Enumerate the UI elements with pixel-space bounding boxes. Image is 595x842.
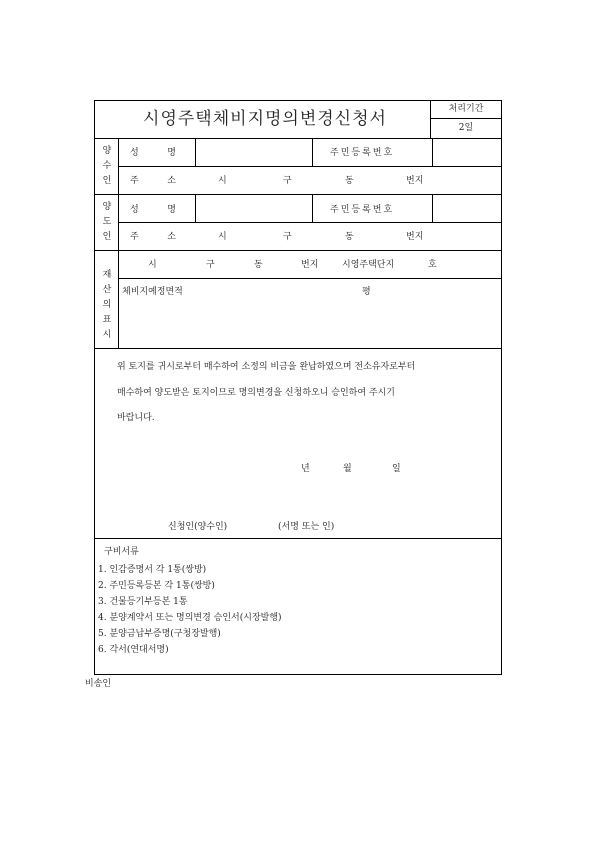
buyer-side-label: 양 수 인	[102, 146, 112, 186]
document-item: 1. 인감증명서 각 1통(쌍방)	[98, 565, 207, 575]
buyer-address-gu: 구	[283, 176, 292, 186]
divider	[312, 138, 313, 166]
date-month-label: 월	[343, 464, 352, 474]
statement-line-1: 위 토지를 귀시로부터 매수하여 소정의 비금을 완납하였으며 전소유자로부터	[117, 362, 416, 372]
document-item: 3. 건물등기부등본 1통	[98, 597, 188, 607]
divider	[430, 118, 502, 119]
document-item: 5. 분양금납부증명(구청장발행)	[98, 629, 221, 639]
divider	[94, 348, 502, 349]
divider	[312, 194, 313, 222]
document-item: 2. 주민등록등본 각 1통(쌍방)	[98, 581, 215, 591]
seller-address-si: 시	[218, 232, 227, 242]
buyer-address-beonji: 번지	[406, 176, 424, 186]
buyer-name-label: 성 명	[130, 148, 176, 158]
buyer-address-si: 시	[218, 176, 227, 186]
seller-rrn-label: 주민등록번호	[330, 205, 395, 215]
property-area-field[interactable]	[119, 279, 501, 347]
processing-period-value: 2일	[458, 123, 474, 133]
property-side-label: 재 산 의 표 시	[102, 270, 112, 340]
seller-address-field[interactable]	[196, 223, 501, 249]
property-area-label: 체비지예정면적	[122, 287, 183, 297]
document-item: 4. 분양계약서 또는 명의변경 승인서(시장발행)	[98, 613, 282, 623]
seller-name-field[interactable]	[196, 195, 311, 221]
documents-heading: 구비서류	[104, 547, 139, 557]
applicant-label: 신청인(양수인)	[168, 522, 228, 532]
signature-label: (서명 또는 인)	[278, 522, 335, 532]
property-complex: 시영주택단지	[342, 260, 395, 270]
footer-note: 비송인	[85, 679, 112, 689]
date-year-label: 년	[301, 464, 310, 474]
seller-address-beonji: 번지	[406, 232, 424, 242]
buyer-rrn-label: 주민등록번호	[330, 148, 395, 158]
seller-address-dong: 동	[345, 232, 354, 242]
statement-line-3: 바랍니다.	[117, 413, 155, 423]
seller-address-label: 주 소	[130, 232, 176, 242]
divider	[94, 538, 502, 539]
property-gu: 구	[206, 260, 215, 270]
property-beonji: 번지	[301, 260, 319, 270]
seller-side-label: 양 도 인	[102, 202, 112, 242]
buyer-address-dong: 동	[345, 176, 354, 186]
statement-line-2: 매수하여 양도받은 토지이므로 명의변경을 신청하오니 승인하여 주시기	[117, 388, 395, 398]
seller-name-label: 성 명	[130, 205, 176, 215]
buyer-name-field[interactable]	[196, 139, 311, 165]
seller-address-gu: 구	[283, 232, 292, 242]
document-item: 6. 각서(연대서명)	[98, 645, 169, 655]
buyer-rrn-field[interactable]	[433, 139, 501, 165]
buyer-address-label: 주 소	[130, 176, 176, 186]
property-si: 시	[148, 260, 157, 270]
property-pyeong: 평	[362, 287, 371, 297]
buyer-address-field[interactable]	[196, 167, 501, 193]
divider	[94, 250, 502, 251]
property-ho: 호	[428, 260, 437, 270]
property-dong: 동	[254, 260, 263, 270]
processing-period-label: 처리기간	[448, 104, 484, 114]
date-day-label: 일	[392, 464, 401, 474]
form-title: 시영주택체비지명의변경신청서	[143, 109, 387, 129]
seller-rrn-field[interactable]	[433, 195, 501, 221]
